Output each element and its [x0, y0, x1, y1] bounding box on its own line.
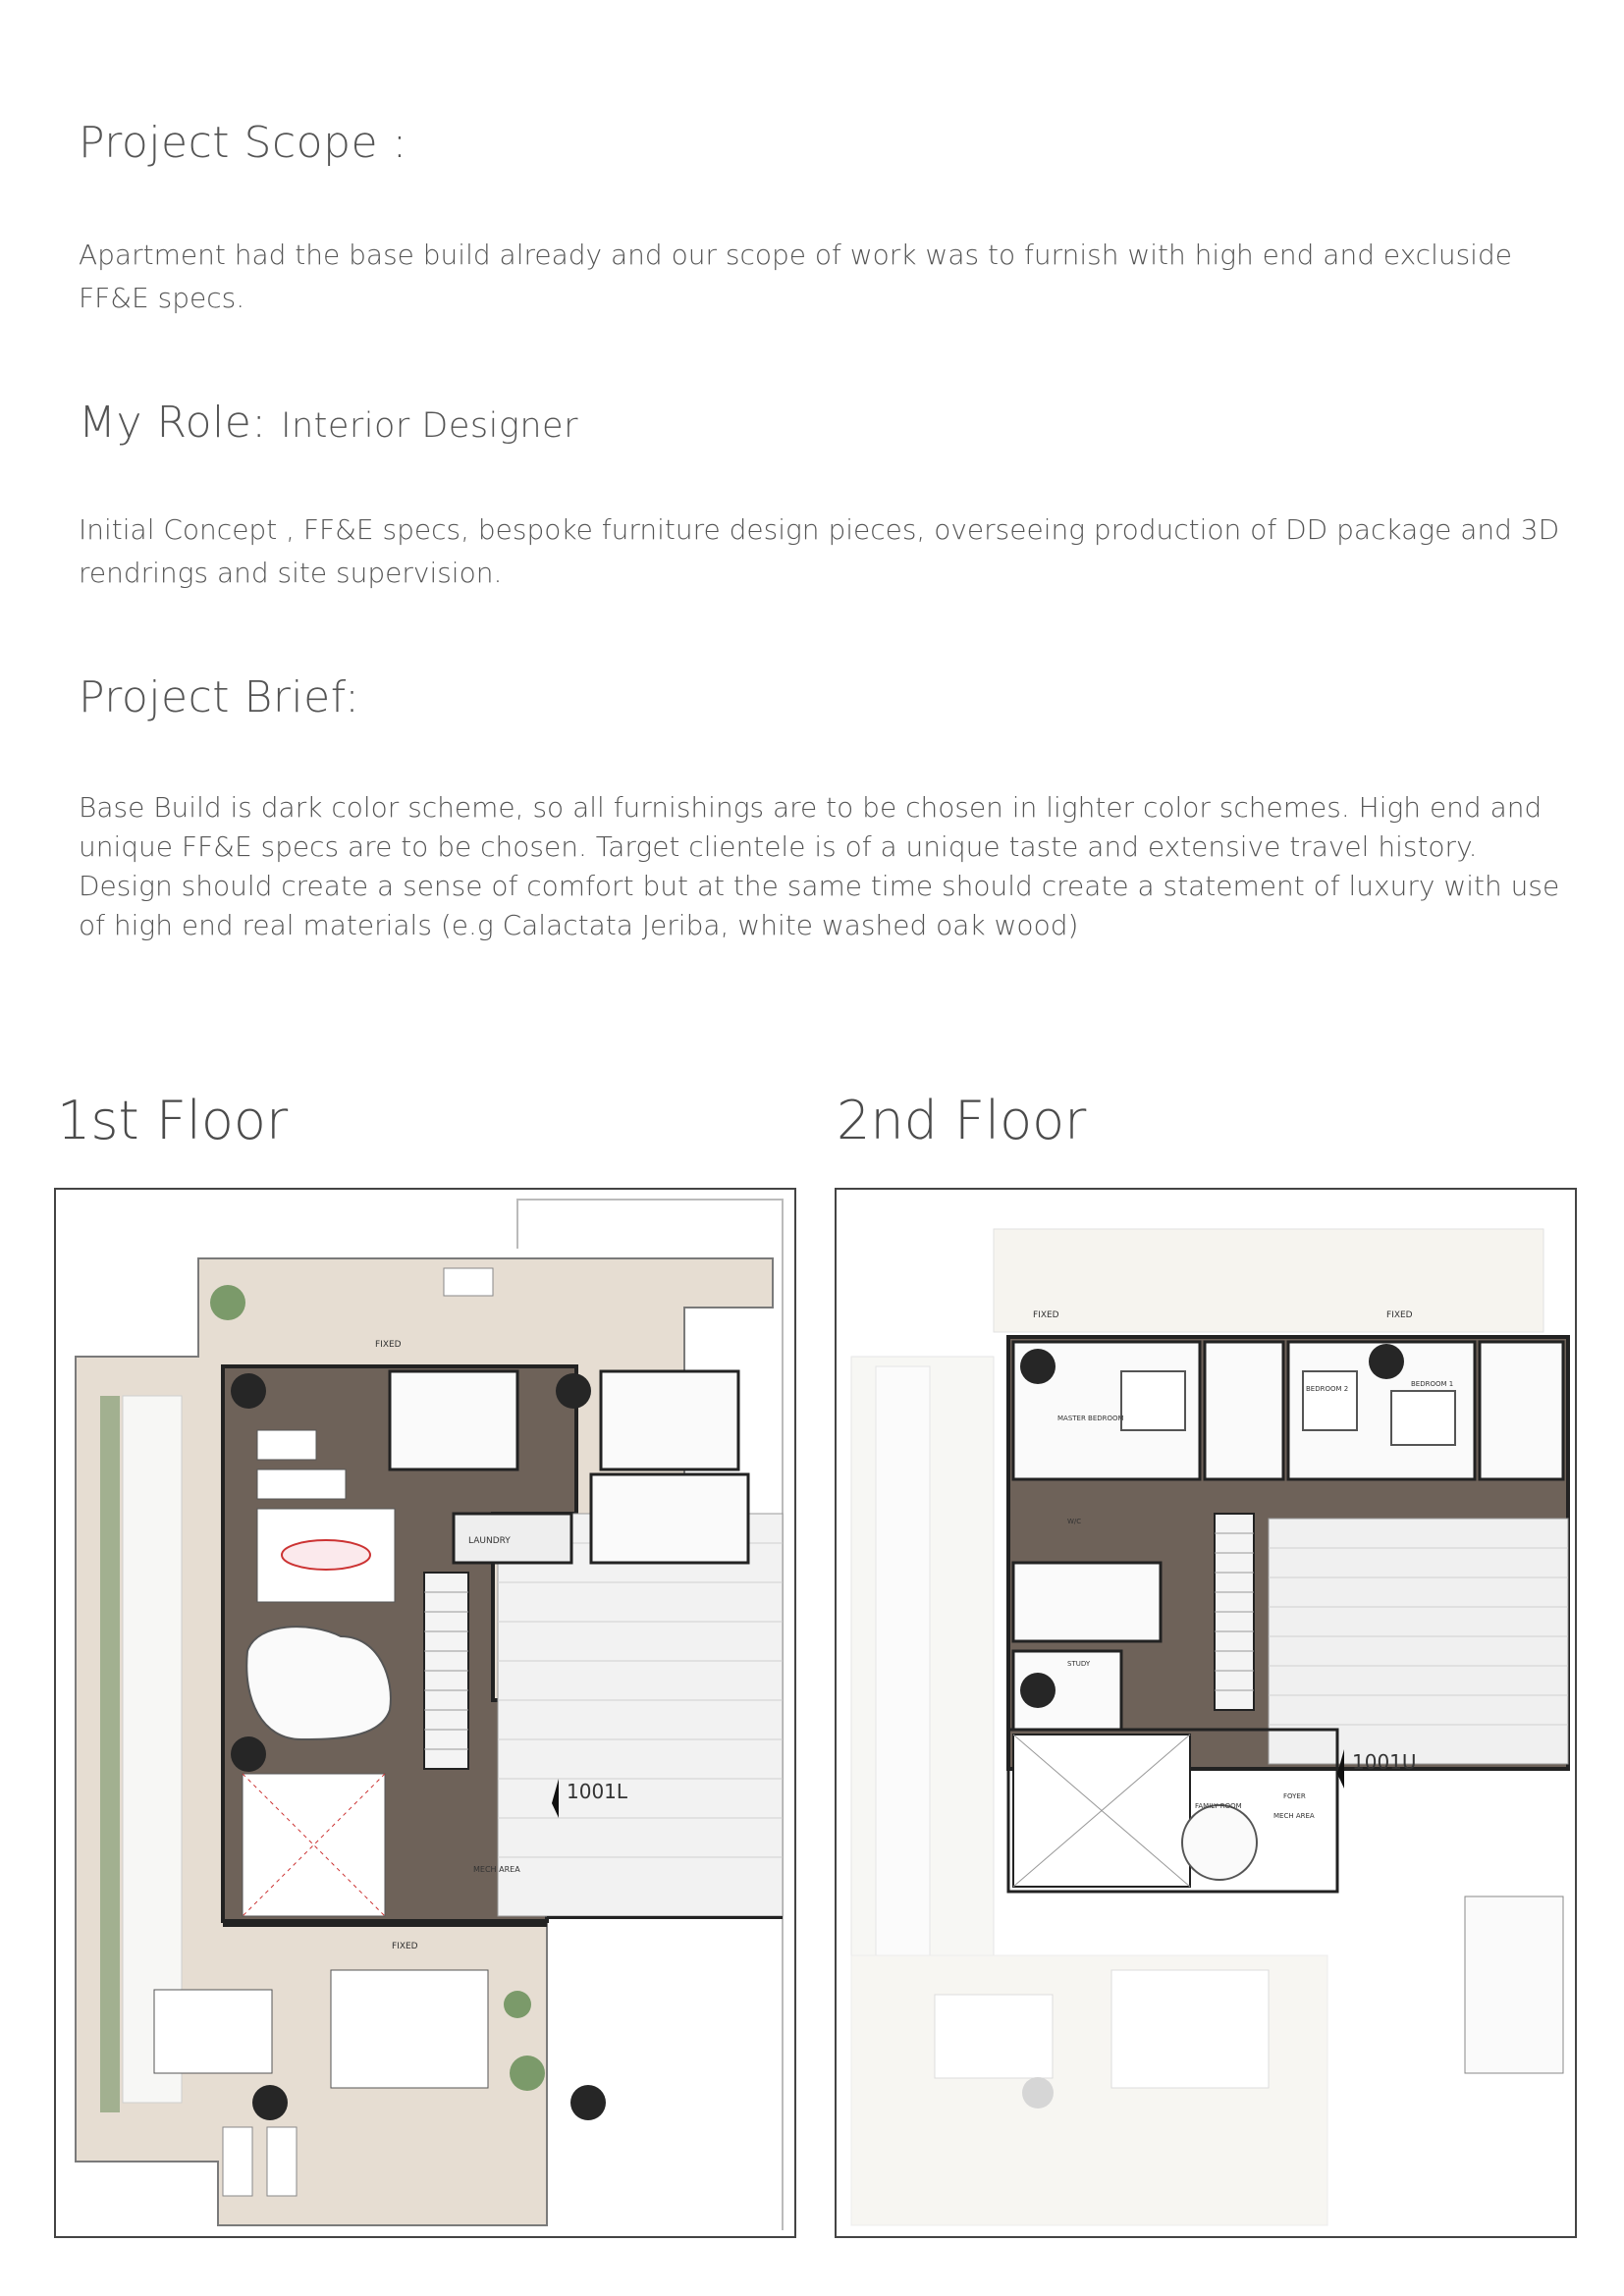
- mech-area-label-2: MECH AREA: [1273, 1812, 1315, 1820]
- project-brief-heading: Project Brief:: [79, 672, 360, 722]
- project-brief-text: Base Build is dark color scheme, so all furnishings are to be chosen in lighter color schemes. High end and unique FF&E specs are to be chosen. Target clientele is of a unique taste and extensive travel history. Design should create a sense of comfort but at the same time should create a statement of luxury with use of high end real materials (e.g Calactata Jeriba, white washed oak wood): [79, 791, 1560, 941]
- study-label: STUDY: [1067, 1660, 1091, 1668]
- fixed-label-bottom: FIXED: [392, 1942, 418, 1951]
- fixed-label-top: FIXED: [375, 1340, 402, 1350]
- role-title: Interior Designer: [281, 406, 578, 446]
- foyer-label: FOYER: [1283, 1792, 1306, 1800]
- planter-strip: [100, 1396, 120, 2112]
- wic-label: W/C: [1067, 1518, 1082, 1525]
- bedroom2-label: BEDROOM 2: [1306, 1385, 1349, 1393]
- second-floor-plan-drawing: [837, 1190, 1575, 2236]
- my-role-label: My Role:: [79, 398, 267, 448]
- unit-label-1001l: 1001L: [567, 1780, 628, 1803]
- fixed-label-2a: FIXED: [1033, 1310, 1059, 1320]
- first-floor-plan: [54, 1188, 796, 2238]
- master-bedroom-label: MASTER BEDROOM: [1057, 1415, 1124, 1422]
- project-scope-text: Apartment had the base build already and our scope of work was to furnish with high end and excluside FF&E specs.: [79, 239, 1512, 314]
- my-role-heading: [79, 398, 578, 448]
- my-role-text: Initial Concept , FF&E specs, bespoke furniture design pieces, overseeing production of DD package and 3D rendrings and site supervision.: [79, 513, 1560, 589]
- unit-label-1001u: 1001U: [1352, 1750, 1417, 1774]
- bedroom1-label: BEDROOM 1: [1411, 1380, 1454, 1388]
- fixed-label-2b: FIXED: [1386, 1310, 1413, 1320]
- project-scope-heading: Project Scope :: [79, 118, 407, 168]
- first-floor-title: 1st Floor: [57, 1090, 289, 1151]
- second-floor-title: 2nd Floor: [837, 1090, 1087, 1151]
- laundry-label: LAUNDRY: [468, 1536, 511, 1546]
- second-floor-plan: [835, 1188, 1577, 2238]
- first-floor-plan-drawing: [56, 1190, 794, 2236]
- family-room-label: FAMILY ROOM: [1195, 1802, 1242, 1810]
- mech-area-label: MECH AREA: [473, 1865, 520, 1874]
